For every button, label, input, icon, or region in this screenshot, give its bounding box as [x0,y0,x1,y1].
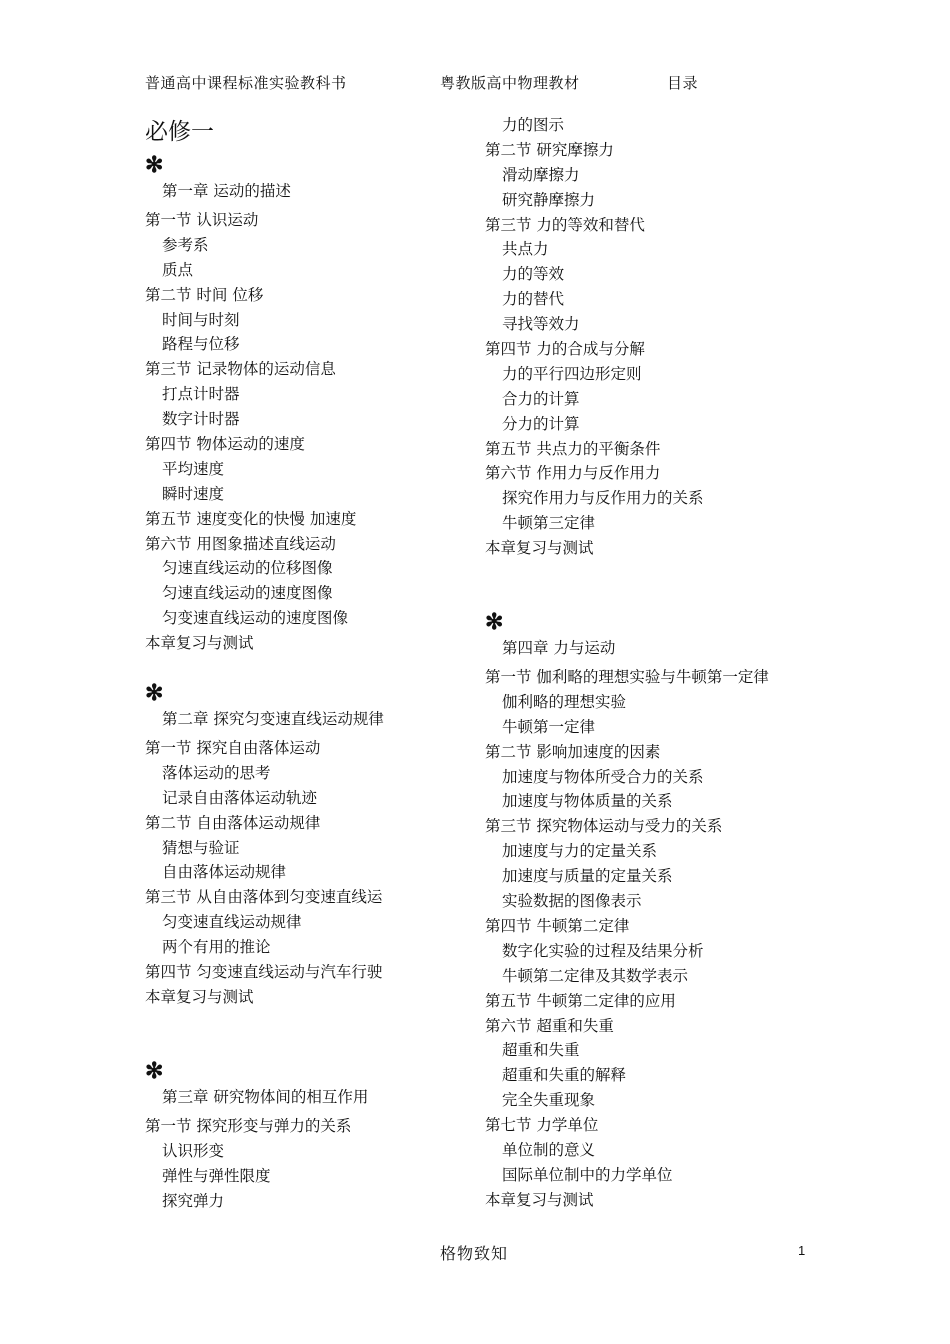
toc-subsection: 力的平行四边形定则 [502,364,642,383]
toc-subsection: 加速度与质量的定量关系 [502,867,673,886]
toc-section: 第二节 影响加速度的因素 [485,742,661,761]
toc-subsection: 超重和失重 [502,1041,580,1060]
toc-section: 本章复习与测试 [145,634,254,653]
toc-subsection: 探究弹力 [162,1191,225,1210]
toc-right-column [485,113,885,1213]
toc-subsection: 力的替代 [502,290,565,309]
toc-subsection: 匀变速直线运动的速度图像 [162,609,349,628]
toc-subsection: 研究静摩擦力 [502,190,596,209]
toc-subsection: 加速度与物体所受合力的关系 [502,767,704,786]
toc-section: 第三节 力的等效和替代 [485,215,645,234]
toc-section: 第五节 速度变化的快慢 加速度 [145,509,357,528]
toc-section: 本章复习与测试 [485,1190,594,1209]
toc-subsection: 力的等效 [502,265,565,284]
toc-section: 第六节 用图象描述直线运动 [145,534,336,553]
toc-section: 第三节 从自由落体到匀变速直线运 [145,888,383,907]
toc-section: 第三节 探究物体运动与受力的关系 [485,817,723,836]
toc-subsection: 时间与时刻 [162,310,240,329]
toc-subsection: 国际单位制中的力学单位 [502,1165,673,1184]
toc-subsection: 超重和失重的解释 [502,1066,627,1085]
toc-section: 本章复习与测试 [145,987,254,1006]
toc-subsection: 匀速直线运动的位移图像 [162,559,333,578]
footer-motto: 格物致知 [440,1244,509,1263]
toc-subsection: 参考系 [162,235,209,254]
toc-subsection: 共点力 [502,240,549,259]
toc-subsection: 牛顿第三定律 [502,514,596,533]
spacer [485,585,885,609]
spacer [485,561,885,585]
toc-subsection: 实验数据的图像表示 [502,892,642,911]
toc-section: 第一节 探究自由落体运动 [145,739,321,758]
toc-section: 第四节 牛顿第二定律 [485,916,630,935]
toc-subsection: 猜想与验证 [162,838,240,857]
toc-subsection: 牛顿第一定律 [502,717,596,736]
toc-section: 第一节 认识运动 [145,211,259,229]
toc-subsection: 加速度与物体质量的关系 [502,792,673,811]
toc-subsection: 完全失重现象 [502,1091,596,1110]
toc-subsection: 匀变速直线运动规律 [162,913,302,932]
toc-subsection: 落体运动的思考 [162,763,271,782]
header-section-label: 目录 [667,74,699,92]
toc-subsection: 路程与位移 [162,335,240,354]
toc-subsection: 两个有用的推论 [162,938,271,957]
toc-section: 第四节 力的合成与分解 [485,340,645,359]
toc-section: 第五节 牛顿第二定律的应用 [485,991,676,1010]
chapter-heading: 第一章 运动的描述 [162,182,291,200]
toc-section: 第二节 时间 位移 [145,285,264,304]
toc-subsection: 自由落体运动规律 [162,863,287,882]
toc-subsection: 伽利略的理想实验 [502,692,627,711]
toc-subsection: 打点计时器 [162,385,240,404]
chapter-marker-icon: ✻ [145,680,164,707]
toc-subsection: 质点 [162,260,194,279]
toc-section: 第一节 伽利略的理想实验与牛顿第一定律 [485,668,769,687]
toc-section: 第一节 探究形变与弹力的关系 [145,1116,352,1135]
chapter-marker-icon: ✻ [145,1057,164,1084]
toc-subsection: 滑动摩擦力 [502,165,580,184]
chapter-heading: 第三章 研究物体间的相互作用 [162,1087,369,1106]
toc-section: 第四节 匀变速直线运动与汽车行驶 [145,963,383,982]
toc-subsection: 平均速度 [162,459,225,478]
toc-subsection: 数字计时器 [162,410,240,429]
toc-section: 第五节 共点力的平衡条件 [485,439,661,458]
toc-section: 第四节 物体运动的速度 [145,435,305,454]
toc-section: 第三节 记录物体的运动信息 [145,360,336,379]
chapter-heading: 第二章 探究匀变速直线运动规律 [162,710,384,729]
toc-subsection: 认识形变 [162,1141,225,1160]
toc-subsection: 单位制的意义 [502,1140,596,1159]
toc-section: 第六节 作用力与反作用力 [485,464,661,483]
toc-subsection: 合力的计算 [502,389,580,408]
toc-subsection: 加速度与力的定量关系 [502,842,658,861]
toc-section: 第六节 超重和失重 [485,1016,614,1035]
toc-subsection: 寻找等效力 [502,315,580,334]
header-book-series: 普通高中课程标准实验教科书 [145,74,347,92]
chapter-heading: 第四章 力与运动 [502,639,616,658]
toc-subsection: 牛顿第二定律及其数学表示 [502,966,689,985]
page-number: 1 [798,1243,806,1258]
toc-section: 第七节 力学单位 [485,1116,599,1135]
chapter-marker-icon: ✻ [485,609,504,636]
toc-subsection: 瞬时速度 [162,484,225,503]
toc-subsection: 弹性与弹性限度 [162,1166,271,1185]
chapter-marker-icon: ✻ [145,152,164,178]
toc-section: 第二节 研究摩擦力 [485,140,614,159]
toc-subsection: 力的图示 [502,116,565,134]
toc-subsection: 数字化实验的过程及结果分析 [502,941,704,960]
toc-subsection: 分力的计算 [502,414,580,433]
toc-subsection: 记录自由落体运动轨迹 [162,788,318,807]
toc-subsection: 匀速直线运动的速度图像 [162,584,333,603]
header-book-title: 粤教版高中物理教材 [440,74,580,92]
volume-title: 必修一 [145,119,214,145]
toc-subsection: 探究作用力与反作用力的关系 [502,489,704,508]
toc-section: 本章复习与测试 [485,539,594,558]
toc-section: 第二节 自由落体运动规律 [145,813,321,832]
